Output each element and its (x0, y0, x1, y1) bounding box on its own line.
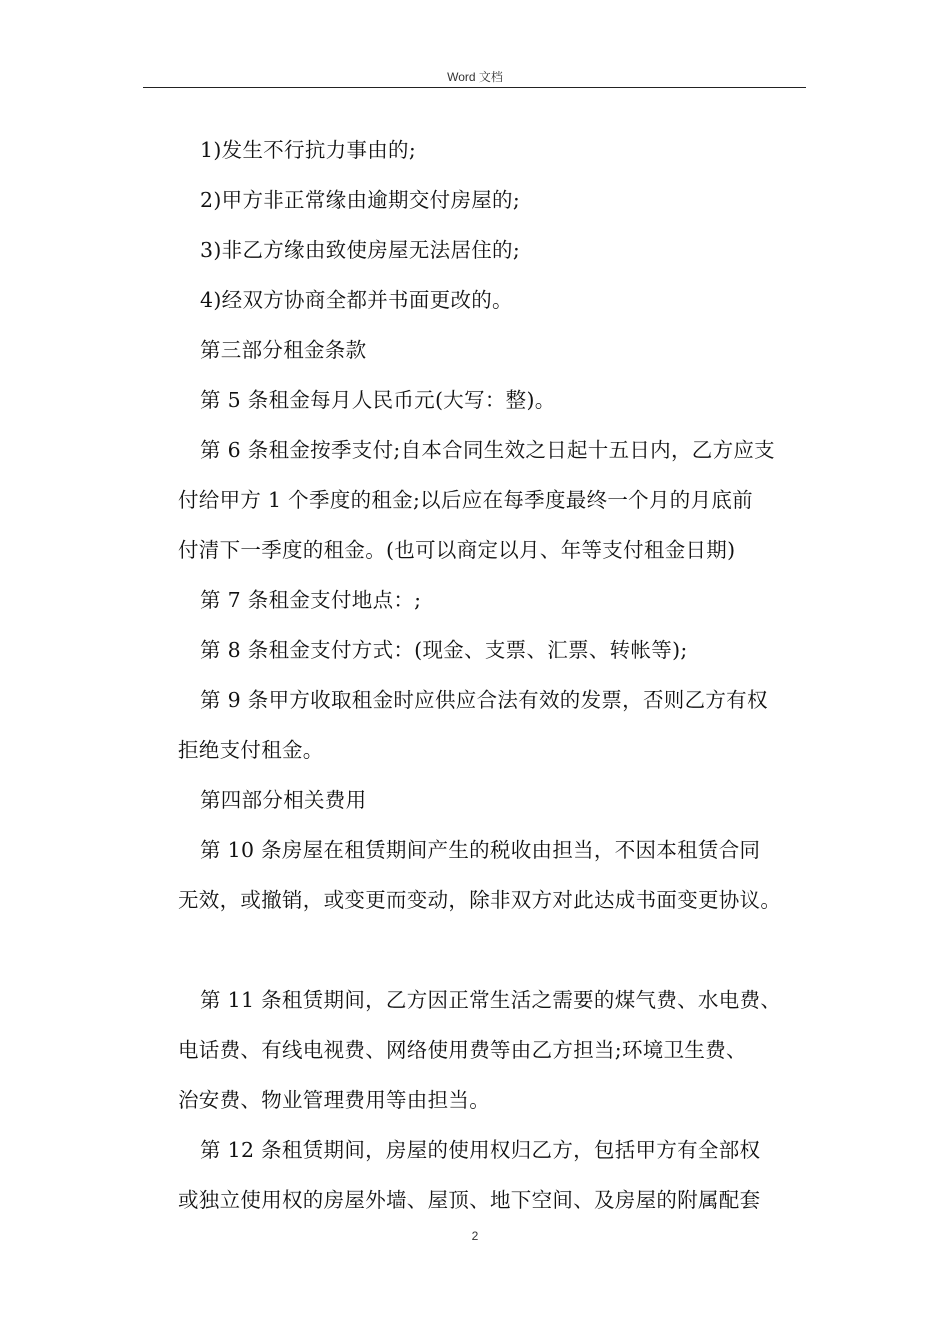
list-item-2: 2)甲方非正常缘由逾期交付房屋的; (200, 188, 521, 212)
clause-12-line-2: 或独立使用权的房屋外墙、屋顶、地下空间、及房屋的附属配套 (178, 1188, 761, 1212)
clause-6-line-2: 付给甲方 1 个季度的租金;以后应在每季度最终一个月的月底前 (178, 488, 753, 512)
section-heading-3: 第三部分租金条款 (200, 338, 367, 362)
clause-6-line-1: 第 6 条租金按季支付;自本合同生效之日起十五日内，乙方应支 (200, 438, 775, 462)
clause-10-line-2: 无效，或撤销，或变更而变动，除非双方对此达成书面变更协议。 (178, 888, 782, 912)
clause-5: 第 5 条租金每月人民币元(大写：整)。 (200, 388, 556, 412)
clause-7: 第 7 条租金支付地点：; (200, 588, 422, 612)
clause-11-line-2: 电话费、有线电视费、网络使用费等由乙方担当;环境卫生费、 (178, 1038, 747, 1062)
clause-11-line-1: 第 11 条租赁期间，乙方因正常生活之需要的煤气费、水电费、 (200, 988, 782, 1012)
clause-11-line-3: 治安费、物业管理费用等由担当。 (178, 1088, 490, 1112)
clause-10-line-1: 第 10 条房屋在租赁期间产生的税收由担当，不因本租赁合同 (200, 838, 761, 862)
clause-9-line-2: 拒绝支付租金。 (178, 738, 324, 762)
list-item-4: 4)经双方协商全都并书面更改的。 (200, 288, 513, 312)
clause-8: 第 8 条租金支付方式：(现金、支票、汇票、转帐等); (200, 638, 688, 662)
page-header-title: Word 文档 (447, 70, 503, 84)
section-heading-4: 第四部分相关费用 (200, 788, 367, 812)
header-divider (143, 87, 806, 88)
page-number: 2 (471, 1229, 479, 1243)
clause-6-line-3: 付清下一季度的租金。(也可以商定以月、年等支付租金日期) (178, 538, 736, 562)
clause-9-line-1: 第 9 条甲方收取租金时应供应合法有效的发票，否则乙方有权 (200, 688, 768, 712)
clause-12-line-1: 第 12 条租赁期间，房屋的使用权归乙方，包括甲方有全部权 (200, 1138, 761, 1162)
list-item-1: 1)发生不行抗力事由的; (200, 138, 417, 162)
list-item-3: 3)非乙方缘由致使房屋无法居住的; (200, 238, 521, 262)
